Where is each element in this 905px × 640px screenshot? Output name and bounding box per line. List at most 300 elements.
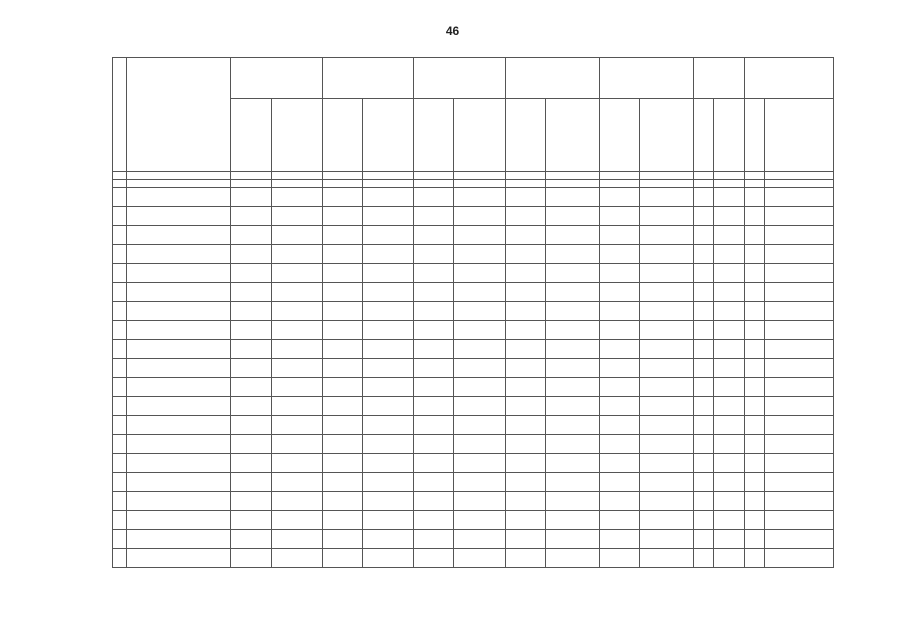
value-cell <box>414 359 454 378</box>
value-cell <box>323 397 363 416</box>
value-cell <box>231 454 272 473</box>
value-cell <box>546 283 600 302</box>
value-cell <box>640 530 694 549</box>
value-cell <box>714 207 745 226</box>
row-number-cell <box>113 454 127 473</box>
value-cell <box>546 511 600 530</box>
value-cell <box>694 492 714 511</box>
value-cell <box>600 226 640 245</box>
value-cell <box>714 264 745 283</box>
address-cell <box>127 378 231 397</box>
value-cell <box>714 435 745 454</box>
unit-cell <box>231 172 272 180</box>
unit-cell <box>323 172 363 180</box>
value-cell <box>546 435 600 454</box>
value-cell <box>414 397 454 416</box>
value-cell <box>363 511 414 530</box>
value-cell <box>714 378 745 397</box>
value-cell <box>363 549 414 568</box>
value-cell <box>272 283 323 302</box>
value-cell <box>765 321 834 340</box>
column-index-cell <box>745 180 765 188</box>
column-index-cell <box>765 180 834 188</box>
row-number-cell <box>113 226 127 245</box>
group-header <box>414 58 506 99</box>
value-cell <box>694 340 714 359</box>
value-cell <box>546 226 600 245</box>
value-cell <box>323 226 363 245</box>
value-cell <box>231 435 272 454</box>
subcolumn-header <box>714 99 745 172</box>
row-number-cell <box>113 378 127 397</box>
column-index-cell <box>546 180 600 188</box>
value-cell <box>414 492 454 511</box>
value-cell <box>231 473 272 492</box>
value-cell <box>546 530 600 549</box>
subcolumn-header <box>694 99 714 172</box>
value-cell <box>714 530 745 549</box>
value-cell <box>745 188 765 207</box>
value-cell <box>231 321 272 340</box>
value-cell <box>745 302 765 321</box>
column-index-cell <box>272 180 323 188</box>
value-cell <box>714 473 745 492</box>
value-cell <box>454 416 506 435</box>
subcolumn-header <box>745 99 765 172</box>
value-cell <box>600 473 640 492</box>
value-cell <box>765 207 834 226</box>
value-cell <box>546 492 600 511</box>
value-cell <box>323 245 363 264</box>
value-cell <box>600 435 640 454</box>
value-cell <box>506 397 546 416</box>
value-cell <box>600 302 640 321</box>
value-cell <box>231 188 272 207</box>
value-cell <box>714 340 745 359</box>
value-cell <box>231 340 272 359</box>
row-number-cell <box>113 245 127 264</box>
unit-cell <box>745 172 765 180</box>
value-cell <box>506 302 546 321</box>
unit-cell <box>765 172 834 180</box>
page-number: 46 <box>445 24 460 38</box>
value-cell <box>765 473 834 492</box>
value-cell <box>414 378 454 397</box>
value-cell <box>765 435 834 454</box>
value-cell <box>640 435 694 454</box>
value-cell <box>231 226 272 245</box>
address-cell <box>127 283 231 302</box>
table-row <box>113 492 834 511</box>
value-cell <box>272 454 323 473</box>
document-table <box>112 57 834 568</box>
value-cell <box>600 245 640 264</box>
value-cell <box>323 207 363 226</box>
value-cell <box>714 245 745 264</box>
table-row <box>113 226 834 245</box>
value-cell <box>506 359 546 378</box>
value-cell <box>323 340 363 359</box>
value-cell <box>272 207 323 226</box>
value-cell <box>323 321 363 340</box>
value-cell <box>506 473 546 492</box>
value-cell <box>694 359 714 378</box>
value-cell <box>363 492 414 511</box>
value-cell <box>506 188 546 207</box>
subcolumn-header <box>546 99 600 172</box>
value-cell <box>323 416 363 435</box>
table-row <box>113 340 834 359</box>
value-cell <box>323 454 363 473</box>
value-cell <box>714 416 745 435</box>
value-cell <box>454 454 506 473</box>
value-cell <box>414 549 454 568</box>
value-cell <box>745 226 765 245</box>
address-cell <box>127 473 231 492</box>
unit-cell <box>272 172 323 180</box>
value-cell <box>546 340 600 359</box>
column-index-cell <box>231 180 272 188</box>
table-row <box>113 378 834 397</box>
value-cell <box>745 511 765 530</box>
value-cell <box>272 397 323 416</box>
value-cell <box>640 473 694 492</box>
value-cell <box>694 530 714 549</box>
value-cell <box>765 378 834 397</box>
table-row <box>113 435 834 454</box>
value-cell <box>714 321 745 340</box>
value-cell <box>272 340 323 359</box>
value-cell <box>600 530 640 549</box>
row-number-cell <box>113 264 127 283</box>
column-index-cell <box>113 180 127 188</box>
column-header-address <box>127 58 231 172</box>
value-cell <box>714 397 745 416</box>
value-cell <box>694 283 714 302</box>
value-cell <box>765 302 834 321</box>
value-cell <box>272 435 323 454</box>
row-number-cell <box>113 321 127 340</box>
value-cell <box>323 283 363 302</box>
value-cell <box>546 549 600 568</box>
value-cell <box>506 226 546 245</box>
column-index-cell <box>323 180 363 188</box>
value-cell <box>454 302 506 321</box>
value-cell <box>714 226 745 245</box>
value-cell <box>506 321 546 340</box>
table-row <box>113 264 834 283</box>
address-cell <box>127 416 231 435</box>
value-cell <box>745 321 765 340</box>
address-cell <box>127 397 231 416</box>
address-cell <box>127 321 231 340</box>
value-cell <box>323 302 363 321</box>
value-cell <box>363 264 414 283</box>
value-cell <box>546 188 600 207</box>
value-cell <box>765 549 834 568</box>
value-cell <box>546 397 600 416</box>
value-cell <box>454 530 506 549</box>
value-cell <box>323 530 363 549</box>
value-cell <box>745 207 765 226</box>
address-cell <box>127 511 231 530</box>
value-cell <box>272 416 323 435</box>
value-cell <box>546 473 600 492</box>
value-cell <box>765 283 834 302</box>
value-cell <box>714 549 745 568</box>
value-cell <box>546 207 600 226</box>
value-cell <box>506 549 546 568</box>
value-cell <box>414 416 454 435</box>
value-cell <box>363 530 414 549</box>
value-cell <box>272 245 323 264</box>
value-cell <box>506 530 546 549</box>
value-cell <box>363 435 414 454</box>
unit-cell <box>506 172 546 180</box>
value-cell <box>323 473 363 492</box>
header-row-groups <box>113 58 834 99</box>
value-cell <box>765 397 834 416</box>
value-cell <box>414 530 454 549</box>
unit-cell <box>600 172 640 180</box>
value-cell <box>414 473 454 492</box>
value-cell <box>600 492 640 511</box>
value-cell <box>363 378 414 397</box>
group-header <box>694 58 745 99</box>
row-number-cell <box>113 549 127 568</box>
value-cell <box>714 454 745 473</box>
unit-cell <box>714 172 745 180</box>
value-cell <box>454 378 506 397</box>
value-cell <box>694 245 714 264</box>
value-cell <box>272 188 323 207</box>
column-index-cell <box>506 180 546 188</box>
value-cell <box>600 397 640 416</box>
address-cell <box>127 492 231 511</box>
value-cell <box>600 207 640 226</box>
value-cell <box>640 492 694 511</box>
value-cell <box>272 473 323 492</box>
address-cell <box>127 245 231 264</box>
value-cell <box>323 492 363 511</box>
subcolumn-header <box>363 99 414 172</box>
value-cell <box>745 416 765 435</box>
value-cell <box>640 283 694 302</box>
subcolumn-header <box>765 99 834 172</box>
address-cell <box>127 340 231 359</box>
value-cell <box>454 340 506 359</box>
address-cell <box>127 530 231 549</box>
column-index-cell <box>714 180 745 188</box>
value-cell <box>414 340 454 359</box>
value-cell <box>546 416 600 435</box>
value-cell <box>745 454 765 473</box>
value-cell <box>714 283 745 302</box>
value-cell <box>640 264 694 283</box>
value-cell <box>272 359 323 378</box>
table-row <box>113 549 834 568</box>
value-cell <box>640 397 694 416</box>
value-cell <box>363 207 414 226</box>
value-cell <box>454 188 506 207</box>
value-cell <box>765 340 834 359</box>
group-header <box>600 58 694 99</box>
subcolumn-header <box>323 99 363 172</box>
value-cell <box>714 359 745 378</box>
units-cell-empty <box>113 172 127 180</box>
table-row <box>113 302 834 321</box>
column-index-cell <box>414 180 454 188</box>
value-cell <box>765 359 834 378</box>
value-cell <box>363 321 414 340</box>
value-cell <box>272 549 323 568</box>
value-cell <box>506 283 546 302</box>
value-cell <box>323 378 363 397</box>
value-cell <box>323 549 363 568</box>
value-cell <box>454 435 506 454</box>
subcolumn-header <box>414 99 454 172</box>
unit-cell <box>414 172 454 180</box>
value-cell <box>640 359 694 378</box>
value-cell <box>272 264 323 283</box>
value-cell <box>694 264 714 283</box>
value-cell <box>600 340 640 359</box>
value-cell <box>640 378 694 397</box>
value-cell <box>272 226 323 245</box>
value-cell <box>363 397 414 416</box>
table-row <box>113 530 834 549</box>
value-cell <box>600 188 640 207</box>
group-header <box>506 58 600 99</box>
value-cell <box>694 416 714 435</box>
table-row <box>113 397 834 416</box>
value-cell <box>363 416 414 435</box>
value-cell <box>714 511 745 530</box>
column-index-cell <box>127 180 231 188</box>
value-cell <box>506 435 546 454</box>
value-cell <box>745 530 765 549</box>
value-cell <box>765 188 834 207</box>
row-number-cell <box>113 492 127 511</box>
value-cell <box>745 359 765 378</box>
column-index-cell <box>454 180 506 188</box>
value-cell <box>414 511 454 530</box>
value-cell <box>414 264 454 283</box>
unit-cell <box>640 172 694 180</box>
row-number-cell <box>113 359 127 378</box>
value-cell <box>363 283 414 302</box>
value-cell <box>272 302 323 321</box>
value-cell <box>231 378 272 397</box>
value-cell <box>694 397 714 416</box>
address-cell <box>127 188 231 207</box>
row-number-cell <box>113 340 127 359</box>
value-cell <box>454 492 506 511</box>
value-cell <box>694 321 714 340</box>
value-cell <box>506 454 546 473</box>
subcolumn-header <box>272 99 323 172</box>
value-cell <box>600 264 640 283</box>
column-index-cell <box>694 180 714 188</box>
value-cell <box>714 188 745 207</box>
value-cell <box>414 188 454 207</box>
value-cell <box>231 245 272 264</box>
row-number-cell <box>113 416 127 435</box>
subcolumn-header <box>231 99 272 172</box>
value-cell <box>765 245 834 264</box>
value-cell <box>640 302 694 321</box>
value-cell <box>600 359 640 378</box>
value-cell <box>231 416 272 435</box>
value-cell <box>272 492 323 511</box>
table-row <box>113 454 834 473</box>
unit-cell <box>363 172 414 180</box>
value-cell <box>714 492 745 511</box>
document-table-wrap <box>112 57 833 568</box>
table-row <box>113 283 834 302</box>
value-cell <box>231 207 272 226</box>
value-cell <box>506 245 546 264</box>
value-cell <box>414 302 454 321</box>
subcolumn-header <box>454 99 506 172</box>
value-cell <box>745 397 765 416</box>
value-cell <box>694 549 714 568</box>
value-cell <box>506 492 546 511</box>
value-cell <box>765 511 834 530</box>
value-cell <box>600 454 640 473</box>
row-number-cell <box>113 530 127 549</box>
value-cell <box>694 435 714 454</box>
value-cell <box>745 245 765 264</box>
value-cell <box>414 283 454 302</box>
value-cell <box>745 340 765 359</box>
value-cell <box>640 245 694 264</box>
value-cell <box>272 530 323 549</box>
column-header-number <box>113 58 127 172</box>
value-cell <box>506 511 546 530</box>
value-cell <box>694 454 714 473</box>
units-cell-empty <box>127 172 231 180</box>
value-cell <box>363 473 414 492</box>
value-cell <box>506 207 546 226</box>
value-cell <box>694 207 714 226</box>
value-cell <box>765 264 834 283</box>
value-cell <box>414 245 454 264</box>
value-cell <box>363 226 414 245</box>
value-cell <box>454 397 506 416</box>
address-cell <box>127 226 231 245</box>
column-index-cell <box>600 180 640 188</box>
value-cell <box>546 302 600 321</box>
table-row <box>113 473 834 492</box>
value-cell <box>363 188 414 207</box>
row-number-cell <box>113 511 127 530</box>
subcolumn-header <box>600 99 640 172</box>
column-index-row <box>113 180 834 188</box>
value-cell <box>363 245 414 264</box>
row-number-cell <box>113 473 127 492</box>
table-row <box>113 245 834 264</box>
value-cell <box>506 264 546 283</box>
table-row <box>113 321 834 340</box>
value-cell <box>506 416 546 435</box>
value-cell <box>546 359 600 378</box>
value-cell <box>640 188 694 207</box>
value-cell <box>745 492 765 511</box>
value-cell <box>694 188 714 207</box>
row-number-cell <box>113 207 127 226</box>
row-number-cell <box>113 188 127 207</box>
